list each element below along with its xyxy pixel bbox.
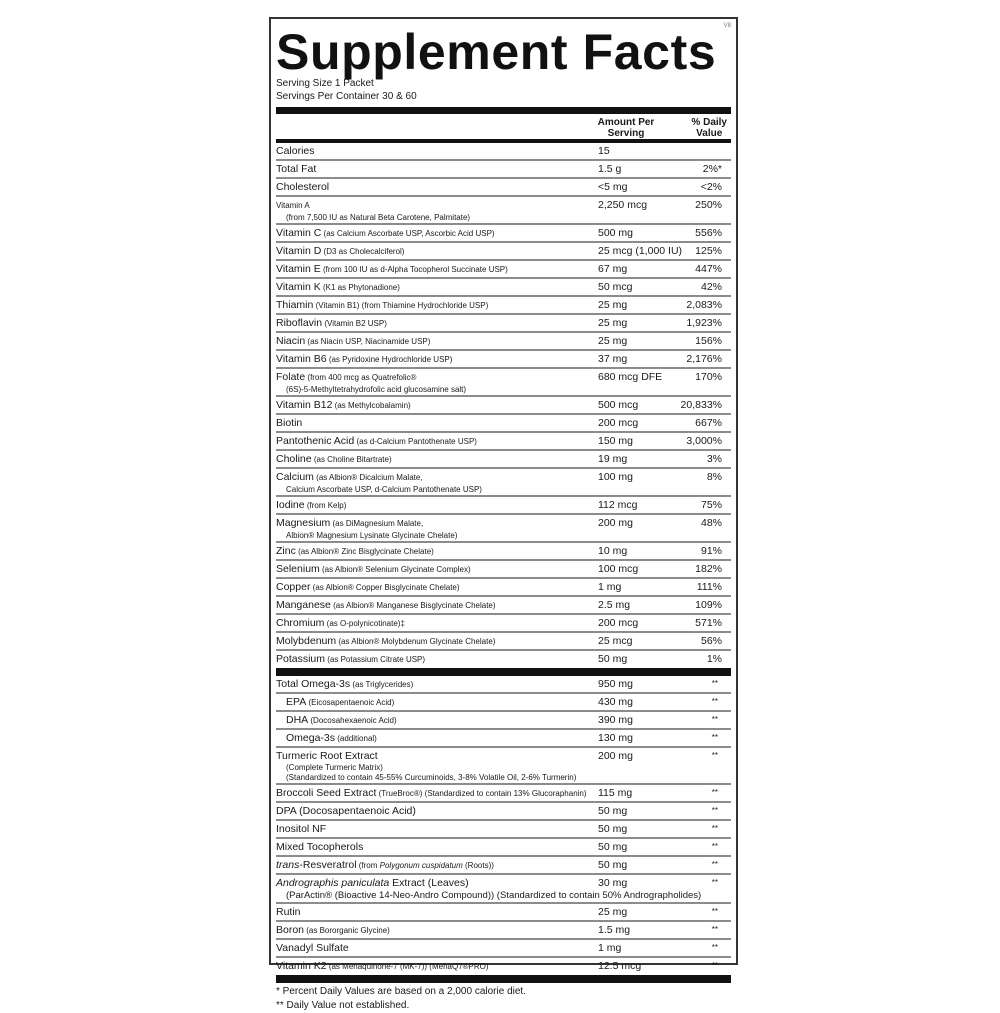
daily-value: ** bbox=[711, 943, 718, 952]
table-row bbox=[276, 259, 731, 277]
ingredient-source: (K1 as Phytonadione) bbox=[320, 283, 400, 292]
daily-value: ** bbox=[711, 842, 718, 851]
amount-per-serving: 2.5 mg bbox=[598, 599, 631, 611]
amount-per-serving: 390 mg bbox=[598, 714, 634, 726]
ingredient-name bbox=[276, 941, 731, 955]
table-row bbox=[276, 195, 731, 223]
daily-value: ** bbox=[711, 925, 718, 934]
amount-per-serving: 15 bbox=[598, 145, 610, 157]
panel-title: Supplement Facts bbox=[276, 24, 717, 80]
ingredient-label: Folate bbox=[276, 371, 306, 383]
daily-value: ** bbox=[711, 907, 718, 916]
daily-value: 571% bbox=[695, 617, 722, 629]
amount-per-serving: 37 mg bbox=[598, 353, 628, 365]
daily-value: 2,083% bbox=[686, 299, 722, 311]
ingredient-source: (as Albion® Dicalcium Malate, bbox=[313, 473, 423, 482]
table-row bbox=[276, 495, 731, 513]
ingredient-label: Vitamin K2 bbox=[276, 960, 327, 972]
ingredient-name bbox=[276, 562, 731, 577]
table-row bbox=[276, 676, 731, 692]
ingredient-source: (from 100 IU as d-Alpha Tocopherol Succinate USP) bbox=[320, 265, 508, 274]
amount-per-serving: 10 mg bbox=[598, 545, 628, 557]
ingredient-source: (as Pyridoxine Hydrochloride USP) bbox=[326, 355, 453, 364]
table-row bbox=[276, 541, 731, 559]
table-row bbox=[276, 313, 731, 331]
table-row bbox=[276, 819, 731, 837]
ingredient-name bbox=[276, 652, 731, 667]
ingredient-label: Selenium bbox=[276, 563, 320, 575]
amount-per-serving: 500 mg bbox=[598, 227, 634, 239]
ingredient-label: Cholesterol bbox=[276, 181, 330, 193]
amount-per-serving: 12.5 mcg bbox=[598, 960, 642, 972]
ingredient-name bbox=[276, 180, 731, 194]
amount-per-serving: 130 mg bbox=[598, 732, 634, 744]
ingredient-source: (Vitamin B1) (from Thiamine Hydrochloride USP) bbox=[313, 301, 489, 310]
table-row bbox=[276, 449, 731, 467]
ingredient-label: Pantothenic Acid bbox=[276, 435, 355, 447]
ingredient-label: Extract (Leaves) bbox=[389, 877, 469, 889]
daily-value: 42% bbox=[700, 281, 722, 293]
daily-value: 3,000% bbox=[686, 435, 722, 447]
amount-per-serving: 25 mg bbox=[598, 335, 628, 347]
dv-header bbox=[691, 117, 727, 139]
ingredient-detail: (ParActin® (Bioactive 14-Neo-Andro Compound)) (Standardized to contain 50% Andrographolides) bbox=[286, 890, 702, 901]
daily-value: ** bbox=[711, 878, 718, 887]
ingredient-name bbox=[276, 434, 731, 449]
table-row bbox=[276, 613, 731, 631]
divider-thick bbox=[276, 107, 731, 114]
daily-value: ** bbox=[711, 824, 718, 833]
ingredient-label: Biotin bbox=[276, 417, 303, 429]
ingredient-label: Vitamin C bbox=[276, 227, 322, 239]
ingredient-detail: (Complete Turmeric Matrix) bbox=[286, 763, 383, 772]
amount-per-serving: 150 mg bbox=[598, 435, 634, 447]
ingredient-name bbox=[276, 544, 731, 559]
daily-value: <2% bbox=[700, 181, 722, 193]
amount-per-serving: 25 mg bbox=[598, 299, 628, 311]
ingredient-source: (as Albion® Manganese Bisglycinate Chelate) bbox=[330, 601, 496, 610]
table-row bbox=[276, 177, 731, 195]
amount-header-line1: Amount Per bbox=[597, 117, 655, 128]
amount-per-serving: 1 mg bbox=[598, 942, 622, 954]
table-row bbox=[276, 513, 731, 541]
ingredient-label: Molybdenum bbox=[276, 635, 337, 647]
ingredient-source: (as d-Calcium Pantothenate USP) bbox=[354, 437, 477, 446]
table-row bbox=[276, 855, 731, 873]
ingredient-name bbox=[276, 822, 731, 836]
amount-per-serving: 1.5 g bbox=[598, 163, 622, 175]
table-row bbox=[276, 223, 731, 241]
ingredient-name bbox=[276, 634, 731, 649]
daily-value: 1,923% bbox=[686, 317, 722, 329]
ingredient-label: Choline bbox=[276, 453, 312, 465]
daily-value: 447% bbox=[695, 263, 722, 275]
ingredient-label: Thiamin bbox=[276, 299, 314, 311]
table-row bbox=[276, 837, 731, 855]
ingredient-name bbox=[276, 840, 731, 854]
amount-per-serving: 25 mg bbox=[598, 906, 628, 918]
ingredient-source: (as Potassium Citrate USP) bbox=[325, 655, 426, 664]
ingredient-label: trans bbox=[276, 859, 300, 871]
amount-per-serving: 67 mg bbox=[598, 263, 628, 275]
daily-value: 75% bbox=[700, 499, 722, 511]
ingredient-name bbox=[276, 416, 731, 430]
daily-value: 667% bbox=[695, 417, 722, 429]
ingredient-label: Andrographis paniculata bbox=[276, 877, 390, 889]
daily-value: ** bbox=[711, 679, 718, 688]
ingredient-label: Zinc bbox=[276, 545, 296, 557]
ingredient-label: Potassium bbox=[276, 653, 326, 665]
dv-header-line1: % Daily bbox=[691, 117, 727, 128]
footnote-daily-values: * Percent Daily Values are based on a 2,000 calorie diet. bbox=[276, 986, 526, 997]
daily-value: 111% bbox=[696, 581, 722, 593]
ingredient-source: (Eicosapentaenoic Acid) bbox=[306, 698, 395, 707]
ingredient-label: DPA (Docosapentaenoic Acid) bbox=[276, 805, 416, 817]
amount-per-serving: <5 mg bbox=[598, 181, 628, 193]
ingredient-list bbox=[276, 676, 731, 974]
ingredient-detail: Calcium Ascorbate USP, d-Calcium Pantothenate USP) bbox=[286, 485, 482, 494]
amount-per-serving: 25 mcg (1,000 IU) bbox=[598, 245, 683, 257]
amount-per-serving: 50 mg bbox=[598, 653, 628, 665]
daily-value: 91% bbox=[700, 545, 722, 557]
footnote-not-established: ** Daily Value not established. bbox=[276, 1000, 410, 1011]
ingredient-name bbox=[276, 695, 731, 710]
ingredient-name bbox=[276, 352, 731, 367]
daily-value: 156% bbox=[695, 335, 722, 347]
ingredient-source: (as Niacin USP, Niacinamide USP) bbox=[305, 337, 431, 346]
amount-per-serving: 200 mcg bbox=[598, 617, 639, 629]
ingredient-name bbox=[276, 144, 731, 158]
amount-per-serving: 950 mg bbox=[598, 678, 634, 690]
ingredient-name bbox=[276, 316, 731, 331]
table-row bbox=[276, 431, 731, 449]
ingredient-label: Inositol NF bbox=[276, 823, 327, 835]
ingredient-label: Broccoli Seed Extract bbox=[276, 787, 377, 799]
column-header bbox=[276, 114, 731, 139]
ingredient-source: (as Albion® Selenium Glycinate Complex) bbox=[319, 565, 471, 574]
table-row bbox=[276, 956, 731, 974]
ingredient-source: (as Calcium Ascorbate USP, Ascorbic Acid USP) bbox=[321, 229, 495, 238]
daily-value: 182% bbox=[695, 563, 722, 575]
ingredient-label: Vitamin B12 bbox=[276, 399, 333, 411]
amount-per-serving: 115 mg bbox=[598, 787, 633, 799]
table-row bbox=[276, 710, 731, 728]
ingredient-label: EPA bbox=[286, 696, 307, 708]
ingredient-source: (additional) bbox=[335, 734, 377, 743]
amount-per-serving: 1 mg bbox=[598, 581, 622, 593]
ingredient-label: Rutin bbox=[276, 906, 301, 918]
ingredient-source: (as Bororganic Glycine) bbox=[304, 926, 390, 935]
footnotes bbox=[276, 983, 731, 1013]
ingredient-name bbox=[276, 498, 731, 513]
ingredient-name bbox=[276, 226, 731, 241]
amount-header-line2: Serving bbox=[607, 128, 645, 139]
ingredient-name bbox=[276, 616, 731, 631]
ingredient-name bbox=[276, 923, 731, 938]
amount-per-serving: 25 mg bbox=[598, 317, 628, 329]
ingredient-source: (as Menaquinone-7 (MK-7)) (MenaQ7®PRO) bbox=[326, 962, 489, 971]
table-row bbox=[276, 395, 731, 413]
ingredient-label: Vitamin K bbox=[276, 281, 321, 293]
ingredient-label: Vitamin B6 bbox=[276, 353, 327, 365]
table-row bbox=[276, 577, 731, 595]
ingredient-label: Iodine bbox=[276, 499, 305, 511]
ingredient-label: Total Omega-3s bbox=[276, 678, 351, 690]
table-row bbox=[276, 331, 731, 349]
ingredient-name bbox=[276, 731, 731, 746]
ingredient-source: (as Methylcobalamin) bbox=[332, 401, 411, 410]
table-row bbox=[276, 295, 731, 313]
ingredient-name bbox=[276, 470, 731, 485]
divider-section bbox=[276, 668, 731, 676]
table-row bbox=[276, 277, 731, 295]
table-row bbox=[276, 873, 731, 902]
ingredient-source: (Docosahexaenoic Acid) bbox=[308, 716, 397, 725]
ingredient-label: Calcium bbox=[276, 471, 314, 483]
ingredient-name bbox=[276, 749, 731, 763]
daily-value: ** bbox=[711, 788, 718, 797]
daily-value: 8% bbox=[706, 471, 722, 483]
ingredient-source: (from bbox=[356, 861, 380, 870]
table-row bbox=[276, 902, 731, 920]
ingredient-source: Polygonum cuspidatum bbox=[379, 861, 463, 870]
ingredient-source: (as Choline Bitartrate) bbox=[311, 455, 392, 464]
amount-per-serving: 112 mcg bbox=[598, 499, 638, 511]
dv-header-line2: Value bbox=[696, 128, 723, 139]
table-row bbox=[276, 559, 731, 577]
ingredient-source: (Roots)) bbox=[462, 861, 494, 870]
ingredient-label: Vitamin E bbox=[276, 263, 321, 275]
amount-per-serving: 50 mg bbox=[598, 841, 628, 853]
amount-per-serving: 200 mg bbox=[598, 517, 634, 529]
ingredient-name bbox=[276, 858, 731, 873]
daily-value: 250% bbox=[695, 199, 722, 211]
ingredient-name bbox=[276, 398, 731, 413]
ingredient-name bbox=[276, 598, 731, 613]
ingredient-name bbox=[276, 334, 731, 349]
daily-value: 20,833% bbox=[680, 399, 722, 411]
ingredient-name bbox=[276, 162, 731, 176]
ingredient-label: Niacin bbox=[276, 335, 306, 347]
ingredient-name bbox=[276, 280, 731, 295]
ingredient-name bbox=[276, 959, 731, 974]
ingredient-label: Manganese bbox=[276, 599, 331, 611]
table-row bbox=[276, 467, 731, 495]
ingredient-label: Vanadyl Sulfate bbox=[276, 942, 349, 954]
ingredient-detail: (Standardized to contain 45-55% Curcuminoids, 3-8% Volatile Oil, 2-6% Turmerin) bbox=[286, 773, 577, 782]
ingredient-detail: Albion® Magnesium Lysinate Glycinate Chelate) bbox=[286, 531, 458, 540]
table-row bbox=[276, 649, 731, 667]
ingredient-label: Turmeric Root Extract bbox=[276, 750, 378, 762]
amount-per-serving: 30 mg bbox=[598, 877, 628, 889]
table-row bbox=[276, 413, 731, 431]
amount-per-serving: 1.5 mg bbox=[598, 924, 631, 936]
ingredient-label: Boron bbox=[276, 924, 305, 936]
daily-value: 1% bbox=[706, 653, 722, 665]
amount-header bbox=[588, 117, 664, 139]
ingredient-label: Magnesium bbox=[276, 517, 331, 529]
daily-value: ** bbox=[711, 697, 718, 706]
amount-per-serving: 430 mg bbox=[598, 696, 634, 708]
ingredient-name bbox=[276, 580, 731, 595]
daily-value: 556% bbox=[695, 227, 722, 239]
ingredient-name bbox=[276, 516, 731, 531]
amount-per-serving: 19 mg bbox=[598, 453, 628, 465]
ingredient-label: Omega-3s bbox=[286, 732, 336, 744]
table-row bbox=[276, 159, 731, 177]
version-code: V8 bbox=[723, 23, 731, 29]
supplement-facts-panel bbox=[269, 17, 738, 1011]
table-row bbox=[276, 783, 731, 801]
amount-per-serving: 25 mcg bbox=[598, 635, 633, 647]
ingredient-source: (from 400 mcg as Quatrefolic® bbox=[305, 373, 417, 382]
table-row bbox=[276, 143, 731, 159]
ingredient-name bbox=[276, 876, 731, 890]
daily-value: ** bbox=[711, 715, 718, 724]
ingredient-label: Mixed Tocopherols bbox=[276, 841, 364, 853]
ingredient-source: Vitamin A bbox=[276, 201, 310, 210]
daily-value: 3% bbox=[706, 453, 722, 465]
ingredient-name bbox=[276, 452, 731, 467]
table-row bbox=[276, 631, 731, 649]
ingredient-name bbox=[276, 298, 731, 313]
daily-value: 48% bbox=[700, 517, 722, 529]
ingredient-label: Copper bbox=[276, 581, 311, 593]
ingredient-source: (as Albion® Zinc Bisglycinate Chelate) bbox=[295, 547, 434, 556]
daily-value: 109% bbox=[695, 599, 722, 611]
ingredient-source: (as DiMagnesium Malate, bbox=[330, 519, 424, 528]
amount-per-serving: 50 mg bbox=[598, 823, 628, 835]
nutrient-list bbox=[276, 143, 731, 667]
ingredient-name bbox=[276, 804, 731, 818]
ingredient-label: Riboflavin bbox=[276, 317, 323, 329]
daily-value: ** bbox=[711, 733, 718, 742]
amount-per-serving: 100 mg bbox=[598, 471, 634, 483]
ingredient-name bbox=[276, 677, 731, 692]
daily-value: 125% bbox=[695, 245, 722, 257]
ingredient-source: (as Albion® Copper Bisglycinate Chelate) bbox=[310, 583, 460, 592]
ingredient-label: -Resveratrol bbox=[299, 859, 357, 871]
amount-per-serving: 50 mcg bbox=[598, 281, 633, 293]
amount-per-serving: 680 mcg DFE bbox=[598, 371, 663, 383]
ingredient-source: (Vitamin B2 USP) bbox=[322, 319, 387, 328]
table-row bbox=[276, 367, 731, 395]
table-row bbox=[276, 692, 731, 710]
ingredient-name bbox=[276, 713, 731, 728]
amount-per-serving: 50 mg bbox=[598, 805, 628, 817]
amount-per-serving: 2,250 mcg bbox=[598, 199, 648, 211]
table-row bbox=[276, 241, 731, 259]
daily-value: 2%* bbox=[702, 163, 722, 175]
daily-value: ** bbox=[711, 860, 718, 869]
ingredient-label: Total Fat bbox=[276, 163, 317, 175]
table-row bbox=[276, 938, 731, 956]
ingredient-label: Calories bbox=[276, 145, 315, 157]
serving-size: Serving Size 1 Packet bbox=[276, 78, 374, 89]
daily-value: ** bbox=[711, 961, 718, 970]
table-row bbox=[276, 920, 731, 938]
amount-per-serving: 200 mg bbox=[598, 750, 634, 762]
ingredient-source: (TrueBroc®) (Standardized to contain 13% Glucoraphanin) bbox=[376, 789, 587, 798]
ingredient-label: DHA bbox=[286, 714, 309, 726]
table-row bbox=[276, 349, 731, 367]
daily-value: 56% bbox=[700, 635, 722, 647]
daily-value: ** bbox=[711, 806, 718, 815]
ingredient-name bbox=[276, 370, 731, 385]
table-row bbox=[276, 801, 731, 819]
ingredient-source: (as O-polynicotinate)‡ bbox=[324, 619, 405, 628]
ingredient-name bbox=[276, 198, 731, 213]
ingredient-label: Vitamin D bbox=[276, 245, 322, 257]
ingredient-name bbox=[276, 786, 731, 801]
ingredient-detail: (from 7,500 IU as Natural Beta Carotene, Palmitate) bbox=[286, 213, 471, 222]
daily-value: 170% bbox=[695, 371, 722, 383]
ingredient-label: Chromium bbox=[276, 617, 325, 629]
amount-per-serving: 200 mcg bbox=[598, 417, 639, 429]
daily-value: 2,176% bbox=[686, 353, 722, 365]
ingredient-name bbox=[276, 905, 731, 919]
table-row bbox=[276, 595, 731, 613]
amount-per-serving: 50 mg bbox=[598, 859, 628, 871]
daily-value: ** bbox=[711, 751, 718, 760]
divider-section bbox=[276, 975, 731, 983]
ingredient-detail: (6S)-5-Methyltetrahydrofolic acid glucosamine salt) bbox=[286, 385, 467, 394]
table-row bbox=[276, 746, 731, 783]
amount-per-serving: 100 mcg bbox=[598, 563, 639, 575]
ingredient-name bbox=[276, 262, 731, 277]
ingredient-source: (D3 as Cholecalciferol) bbox=[321, 247, 405, 256]
ingredient-source: (as Albion® Molybdenum Glycinate Chelate) bbox=[336, 637, 496, 646]
table-row bbox=[276, 728, 731, 746]
ingredient-source: (as Triglycerides) bbox=[350, 680, 414, 689]
servings-per-container: Servings Per Container 30 & 60 bbox=[276, 91, 417, 102]
ingredient-source: (from Kelp) bbox=[304, 501, 347, 510]
amount-per-serving: 500 mcg bbox=[598, 399, 639, 411]
